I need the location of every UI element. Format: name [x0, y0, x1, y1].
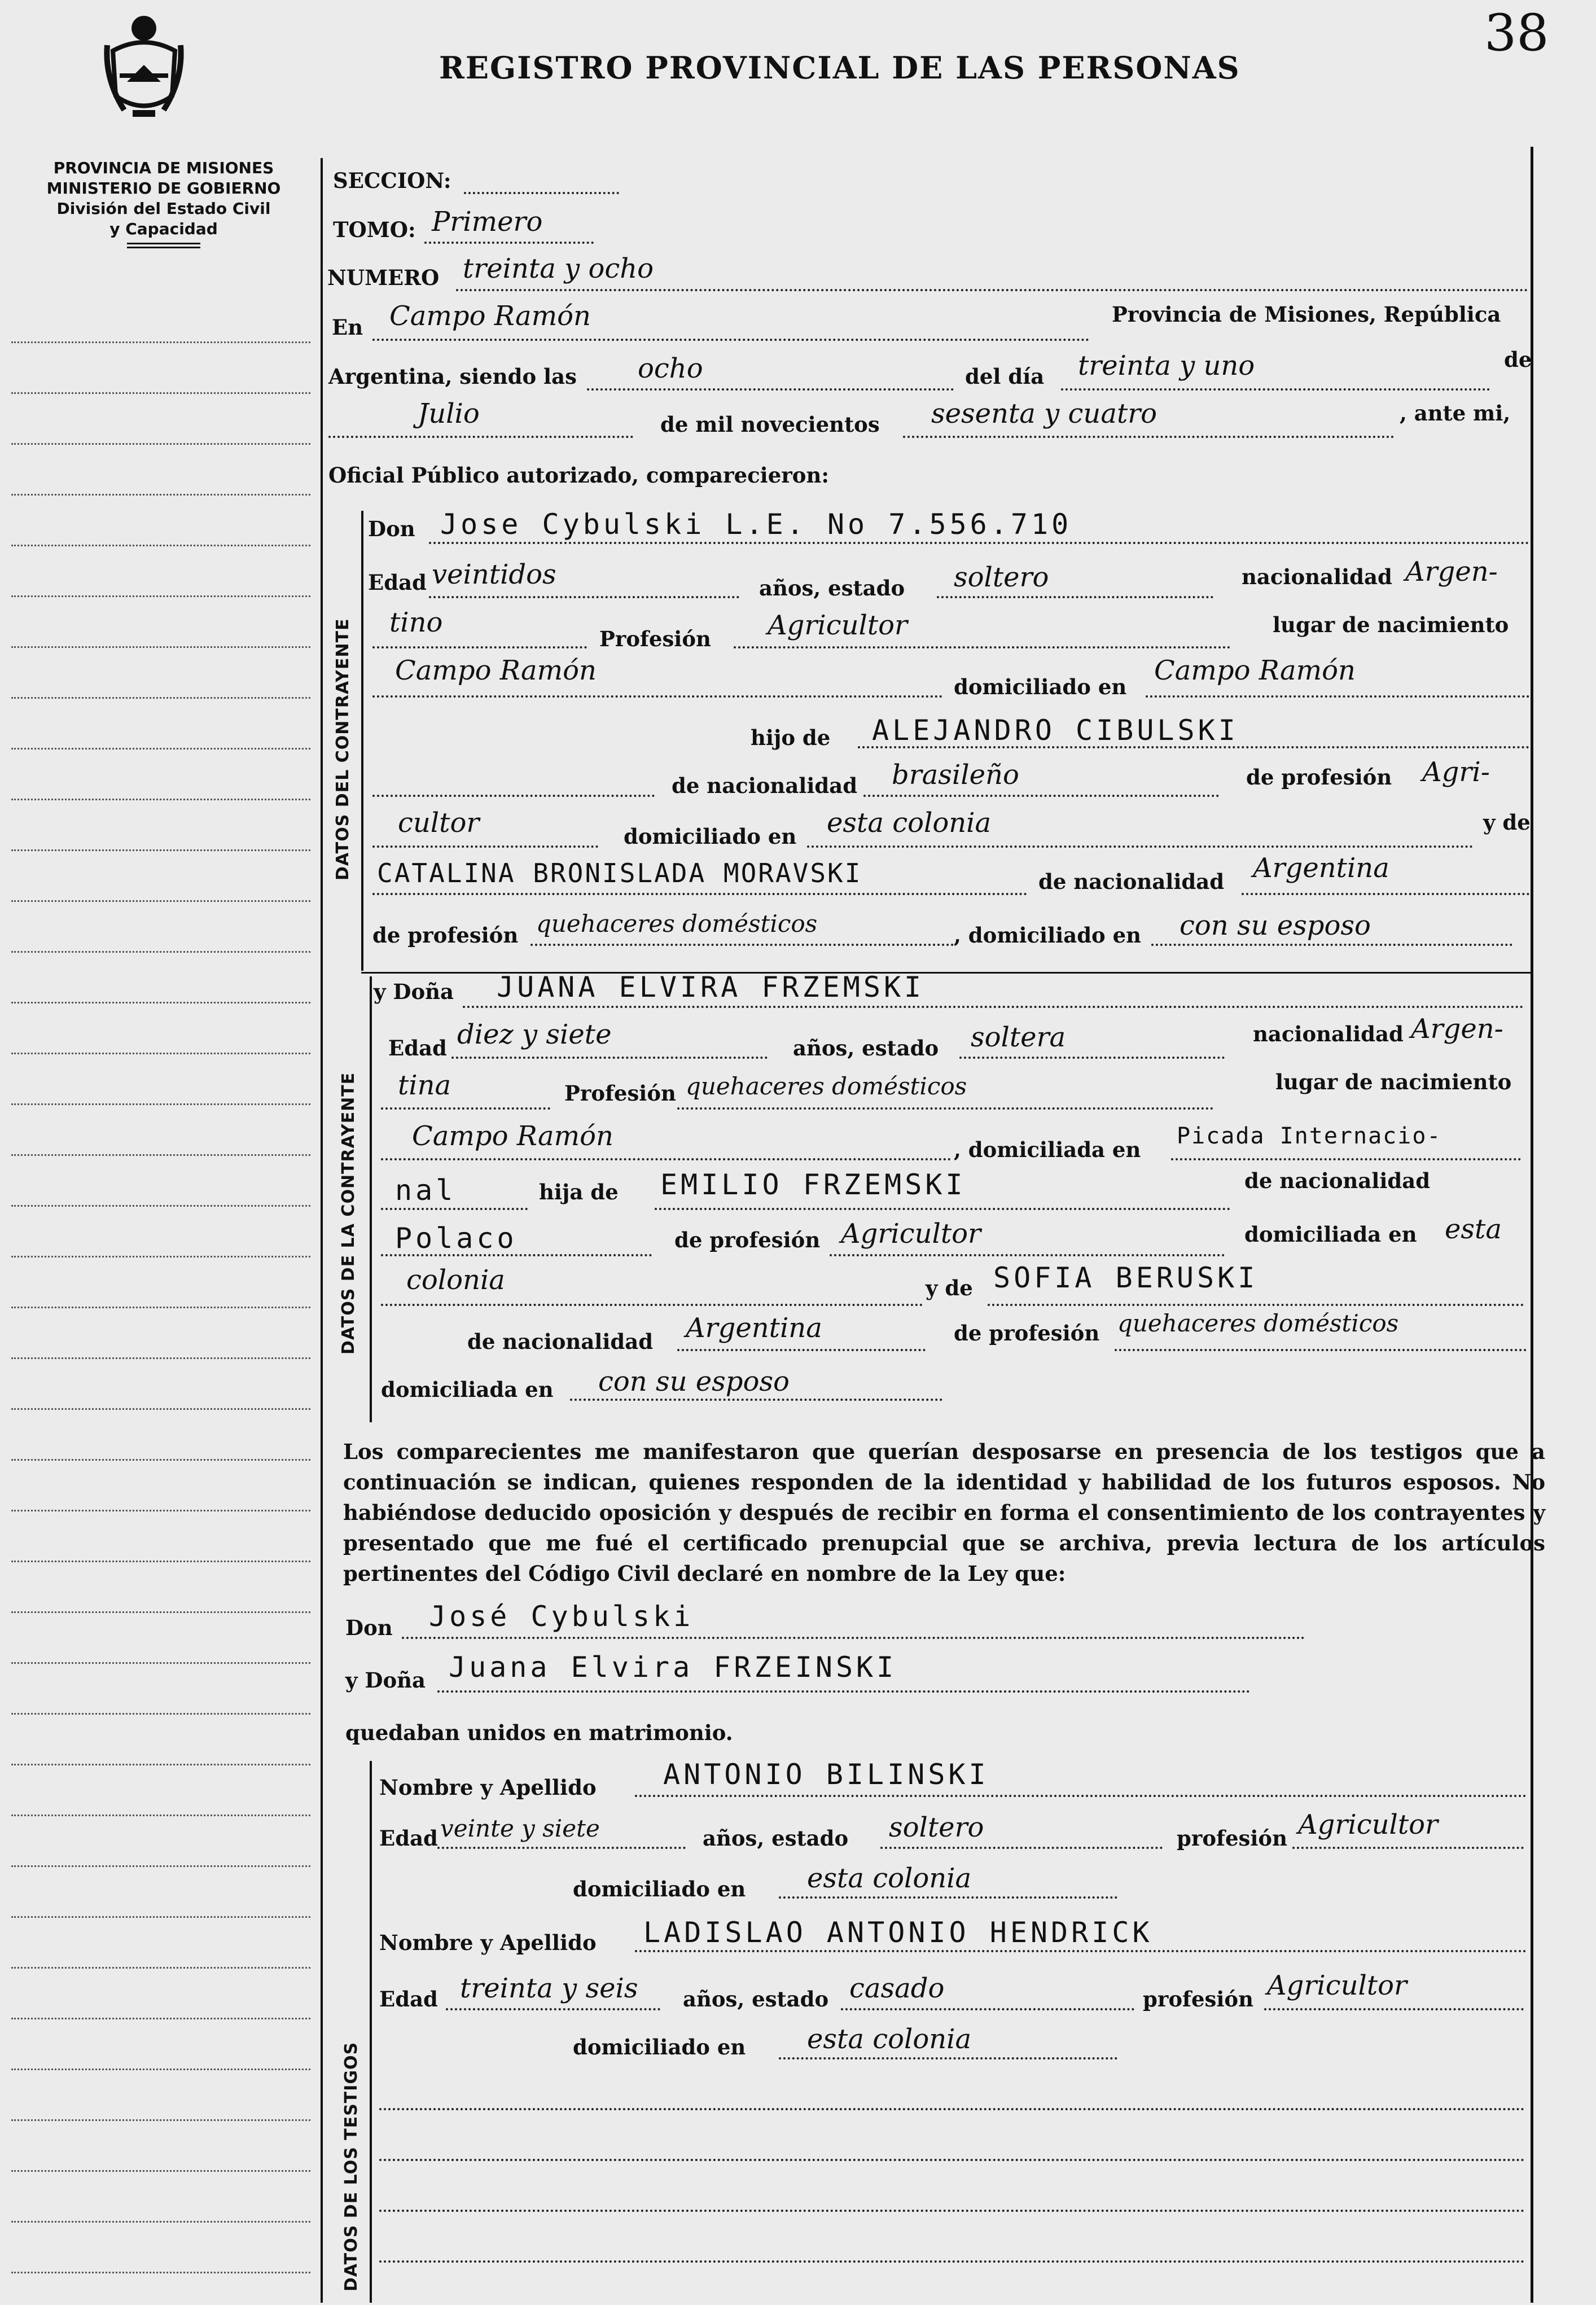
padre-profesion-2: cultor [398, 807, 480, 839]
t2-estado: casado [849, 1973, 945, 2004]
ministry-line-2: MINISTERIO DE GOBIERNO [46, 179, 281, 198]
madre-profesion-label: de profesión [372, 923, 519, 948]
declaration-text: Los comparecientes me manifestaron que querían desposarse en presencia de los testigos que a continuación se indican, quienes responden de la identidad y habilidad de los futuros esposos. No habiéndose deducido oposición y después de recibir en forma el consentimiento de los contrayentes y presentado que me fué el certificado prenupcial que se archiva, previa lectura de los artículos pertinentes del Código Civil declaré en nombre de la Ley que: [343, 1439, 1545, 1586]
lugar-value: Campo Ramón [395, 655, 597, 686]
hora-value: ocho [638, 353, 703, 384]
y-de-label: y de [1483, 810, 1531, 835]
de-profesion-label: de profesión [1246, 765, 1392, 790]
en-label: En [332, 315, 363, 340]
tomo-label: TOMO: [333, 217, 416, 242]
t2-nombre-label: Nombre y Apellido [379, 1930, 597, 1955]
contrayenta-madre-nacionalidad: Argentina [686, 1312, 822, 1344]
contrayenta-nacionalidad-label: nacionalidad [1253, 1022, 1404, 1046]
decl-don-value: José Cybulski [429, 1600, 694, 1633]
edad-label: Edad [368, 570, 427, 595]
dona-label: y Doña [374, 979, 454, 1004]
ministry-line-3: División del Estado Civil [56, 199, 271, 218]
contrayenta-madre-profesion-label: de profesión [954, 1321, 1100, 1346]
padre-profesion-1: Agri- [1422, 756, 1490, 788]
madre-nacionalidad: Argentina [1253, 852, 1389, 884]
contrayenta-madre: SOFIA BERUSKI [993, 1261, 1259, 1294]
anios-estado-label: años, estado [759, 576, 905, 601]
contrayenta-madre-nacionalidad-label: de nacionalidad [467, 1329, 654, 1354]
madre-profesion: quehaceres domésticos [536, 910, 818, 937]
nacionalidad-label: nacionalidad [1242, 564, 1392, 589]
contrayenta-domiciliada-label: , domiciliada en [954, 1137, 1141, 1162]
contrayenta-anios-label: años, estado [793, 1036, 939, 1061]
contrayenta-madre-domicilio: con su esposo [598, 1366, 790, 1397]
contrayenta-domicilio-1: Picada Internacio- [1177, 1123, 1442, 1149]
dia-value: treinta y uno [1078, 350, 1255, 382]
contrayenta-edad-label: Edad [388, 1036, 447, 1061]
contrayenta-y-de-label: y de [926, 1276, 973, 1300]
contrayenta-nacionalidad-1: Argen- [1411, 1013, 1503, 1045]
contrayenta-padre-domicilio-1: esta [1445, 1213, 1502, 1245]
padre-domicilio: esta colonia [827, 807, 992, 839]
ministry-line-4: y Capacidad [109, 220, 218, 238]
contrayenta-padre-domicilio-2: colonia [406, 1264, 505, 1296]
t2-edad-label: Edad [379, 1987, 438, 2012]
numero-value: treinta y ocho [463, 253, 654, 284]
coat-of-arms-icon [102, 11, 186, 124]
contrayenta-padre-nacionalidad: Polaco [395, 1222, 518, 1255]
contrayenta-divider [370, 976, 372, 1422]
t1-estado: soltero [889, 1812, 984, 1843]
t1-domicilio: esta colonia [807, 1863, 972, 1894]
t2-nombre: LADISLAO ANTONIO HENDRICK [643, 1916, 1153, 1949]
contrayente-side-label: DATOS DEL CONTRAYENTE [333, 618, 353, 880]
decl-don-label: Don [345, 1615, 393, 1640]
domiciliado-en-label: domiciliado en [624, 824, 797, 849]
contrayenta-edad-value: diez y siete [457, 1019, 612, 1050]
contrayenta-de-profesion-label: de profesión [674, 1228, 821, 1252]
contrayenta-profesion-value: quehaceres domésticos [686, 1072, 967, 1100]
padre-nacionalidad: brasileño [892, 759, 1019, 791]
contrayenta-nacionalidad-2: tina [398, 1070, 451, 1101]
madre-domicilio-label: , domiciliado en [954, 923, 1142, 948]
contrayente-divider [361, 511, 363, 971]
t1-edad-label: Edad [379, 1826, 438, 1851]
contrayenta-padre: EMILIO FRZEMSKI [660, 1168, 966, 1201]
ministry-line-1: PROVINCIA DE MISIONES [53, 159, 274, 177]
decl-dona-label: y Doña [345, 1668, 426, 1693]
provincia-text: Provincia de Misiones, República [1112, 302, 1501, 327]
t1-nombre-label: Nombre y Apellido [379, 1775, 597, 1800]
t1-edad: veinte y siete [440, 1815, 600, 1842]
decl-dona-value: Juana Elvira FRZEINSKI [449, 1651, 897, 1684]
en-value: Campo Ramón [389, 300, 591, 332]
t2-profesion: Agricultor [1267, 1970, 1407, 2001]
del-dia-label: del día [965, 364, 1045, 389]
anio-value: sesenta y cuatro [931, 398, 1157, 430]
nacionalidad-value-2: tino [389, 607, 443, 638]
t2-anios-label: años, estado [683, 1987, 829, 2012]
right-border [1531, 147, 1533, 2303]
lugar-label: lugar de nacimiento [1273, 612, 1509, 637]
t1-nombre: ANTONIO BILINSKI [663, 1758, 989, 1791]
t1-domicilio-label: domiciliado en [573, 1877, 746, 1901]
oficial-text: Oficial Público autorizado, comparecieron: [328, 463, 830, 488]
don-label: Don [368, 516, 415, 541]
hijo-label: hijo de [751, 725, 831, 750]
contrayente-name: Jose Cybulski L.E. No 7.556.710 [440, 508, 1072, 541]
ministry-block [17, 158, 310, 248]
de-label: de [1504, 347, 1532, 372]
t2-domicilio: esta colonia [807, 2023, 972, 2055]
contrayenta-madre-profesion: quehaceres domésticos [1117, 1309, 1399, 1337]
mil-label: de mil novecientos [660, 412, 880, 437]
contrayenta-side-label: DATOS DE LA CONTRAYENTE [339, 1072, 358, 1355]
page-number: 38 [1484, 3, 1549, 63]
domicilio-value: Campo Ramón [1154, 655, 1356, 686]
edad-value: veintidos [432, 559, 556, 590]
numero-label: NUMERO [327, 265, 440, 290]
t1-profesion-label: profesión [1177, 1826, 1287, 1851]
t2-profesion-label: profesión [1143, 1987, 1253, 2012]
contrayenta-domicilio-2: nal [395, 1174, 457, 1207]
estado-value: soltero [954, 562, 1049, 593]
contrayenta-lugar-value: Campo Ramón [412, 1120, 613, 1152]
domiciliado-label: domiciliado en [954, 674, 1127, 699]
contrayenta-madre-domicilio-label: domiciliada en [381, 1377, 554, 1402]
contrayenta-de-nacionalidad-label: de nacionalidad [1244, 1168, 1431, 1193]
padre-value: ALEJANDRO CIBULSKI [872, 714, 1239, 747]
t2-edad: treinta y seis [460, 1973, 638, 2004]
ante-label: , ante mi, [1400, 401, 1511, 426]
mes-value: Julio [418, 398, 480, 430]
de-nacionalidad-label: de nacionalidad [672, 773, 858, 798]
argentina-label: Argentina, siendo las [328, 364, 577, 389]
contrayenta-estado-value: soltera [971, 1022, 1066, 1053]
contrayenta-profesion-label: Profesión [564, 1081, 676, 1106]
contrayenta-lugar-label: lugar de nacimiento [1275, 1070, 1512, 1094]
hija-label: hija de [539, 1180, 619, 1204]
madre-domicilio: con su esposo [1180, 910, 1371, 941]
t1-profesion: Agricultor [1298, 1809, 1438, 1841]
madre-nacionalidad-label: de nacionalidad [1038, 869, 1225, 894]
tomo-value: Primero [432, 206, 543, 238]
madre-value: CATALINA BRONISLADA MORAVSKI [377, 858, 862, 888]
t2-domicilio-label: domiciliado en [573, 2035, 746, 2059]
contrayenta-domiciliada-en-label: domiciliada en [1244, 1222, 1417, 1247]
t1-anios-label: años, estado [703, 1826, 849, 1851]
seccion-label: SECCION: [333, 168, 451, 193]
unidos-text: quedaban unidos en matrimonio. [345, 1720, 733, 1745]
testigos-side-label: DATOS DE LOS TESTIGOS [341, 2041, 361, 2291]
main-divider [321, 158, 323, 2303]
page-title: REGISTRO PROVINCIAL DE LAS PERSONAS [439, 50, 1240, 86]
testigos-divider [370, 1761, 372, 2303]
contrayenta-name: JUANA ELVIRA FRZEMSKI [497, 971, 925, 1003]
contrayenta-padre-profesion: Agricultor [841, 1218, 981, 1250]
profesion-value: Agricultor [768, 610, 907, 641]
nacionalidad-value-1: Argen- [1405, 556, 1498, 588]
profesion-label: Profesión [599, 626, 711, 651]
